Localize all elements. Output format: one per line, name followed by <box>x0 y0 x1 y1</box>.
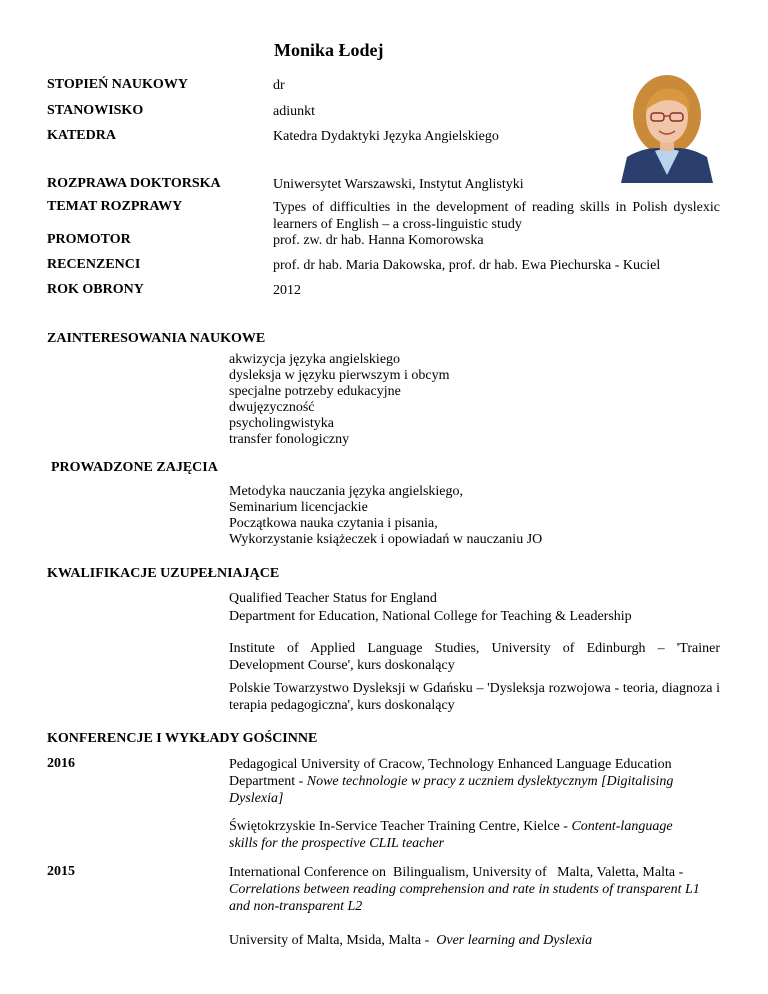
conference-institution: Świętokrzyskie In-Service Teacher Training Centre, Kielce - <box>229 819 572 834</box>
value-supervisor: prof. zw. dr hab. Hanna Komorowska <box>273 233 484 248</box>
conference-entry <box>229 818 679 852</box>
conference-institution: International Conference on Bilingualism, University of Malta, Valetta, Malta - <box>229 865 687 880</box>
label-defense-year: ROK OBRONY <box>47 282 144 297</box>
value-department: Katedra Dydaktyki Języka Angielskiego <box>273 129 499 144</box>
conference-title: Over learning and Dyslexia <box>436 933 593 948</box>
value-dissertation-topic: Types of difficulties in the development of reading skills in Polish dyslexic learners of English – a cross-linguistic study <box>273 200 720 232</box>
list-item: Wykorzystanie książeczek i opowiadań w nauczaniu JO <box>229 532 543 547</box>
qualification-qts: Qualified Teacher Status for England <box>229 591 437 606</box>
list-item: Seminarium licencjackie <box>229 500 368 515</box>
qualification-qts-issuer: Department for Education, National College for Teaching & Leadership <box>229 609 632 624</box>
label-department: KATEDRA <box>47 128 116 143</box>
conference-institution: Pedagogical University of Cracow, Technology Enhanced Language Education Department - <box>229 757 672 789</box>
heading-qualifications: KWALIFIKACJE UZUPEŁNIAJĄCE <box>47 566 280 581</box>
heading-research-interests: ZAINTERESOWANIA NAUKOWE <box>47 331 266 346</box>
list-item: psycholingwistyka <box>229 416 334 431</box>
research-interests-list <box>229 352 449 448</box>
year-2015: 2015 <box>47 864 75 879</box>
portrait-photo <box>617 65 717 183</box>
conference-institution: University of Malta, Msida, Malta - <box>229 933 437 948</box>
conference-title: Nowe technologie w pracy z uczniem dyslektycznym [Digitalising Dyslexia] <box>229 774 674 806</box>
value-position: adiunkt <box>273 104 315 119</box>
label-degree: STOPIEŃ NAUKOWY <box>47 77 188 92</box>
conference-title: Correlations between reading comprehension and rate in students of transparent L1 and non-transparent L2 <box>229 882 704 914</box>
person-name: Monika Łodej <box>274 40 384 60</box>
year-2016: 2016 <box>47 756 75 771</box>
value-dissertation: Uniwersytet Warszawski, Instytut Anglistyki <box>273 177 524 192</box>
list-item: dwujęzyczność <box>229 400 315 415</box>
conference-entry <box>229 932 720 949</box>
label-supervisor: PROMOTOR <box>47 232 131 247</box>
conference-title: Content-language skills for the prospective CLIL teacher <box>229 819 673 851</box>
courses-list <box>229 484 542 548</box>
heading-conferences: KONFERENCJE I WYKŁADY GOŚCINNE <box>47 731 318 746</box>
heading-courses: PROWADZONE ZAJĘCIA <box>51 460 218 475</box>
qualification-edinburgh: Institute of Applied Language Studies, University of Edinburgh – 'Trainer Development Course', kurs doskonalący <box>229 641 720 673</box>
label-position: STANOWISKO <box>47 103 144 118</box>
list-item: Metodyka nauczania języka angielskiego, <box>229 484 464 499</box>
list-item: dysleksja w języku pierwszym i obcym <box>229 368 450 383</box>
list-item: Początkowa nauka czytania i pisania, <box>229 516 438 531</box>
conference-entry <box>229 864 720 915</box>
qualification-dyslexia-course: Polskie Towarzystwo Dysleksji w Gdańsku – 'Dysleksja rozwojowa - teoria, diagnoza i terapia pedagogiczna', kurs doskonalący <box>229 681 720 713</box>
label-reviewers: RECENZENCI <box>47 257 141 272</box>
list-item: akwizycja języka angielskiego <box>229 352 401 367</box>
label-dissertation: ROZPRAWA DOKTORSKA <box>47 176 221 191</box>
conference-entry <box>229 756 720 807</box>
label-dissertation-topic: TEMAT ROZPRAWY <box>47 199 183 214</box>
value-defense-year: 2012 <box>273 283 301 298</box>
list-item: transfer fonologiczny <box>229 432 350 447</box>
value-reviewers: prof. dr hab. Maria Dakowska, prof. dr hab. Ewa Piechurska - Kuciel <box>273 258 661 273</box>
list-item: specjalne potrzeby edukacyjne <box>229 384 401 399</box>
value-degree: dr <box>273 78 285 93</box>
